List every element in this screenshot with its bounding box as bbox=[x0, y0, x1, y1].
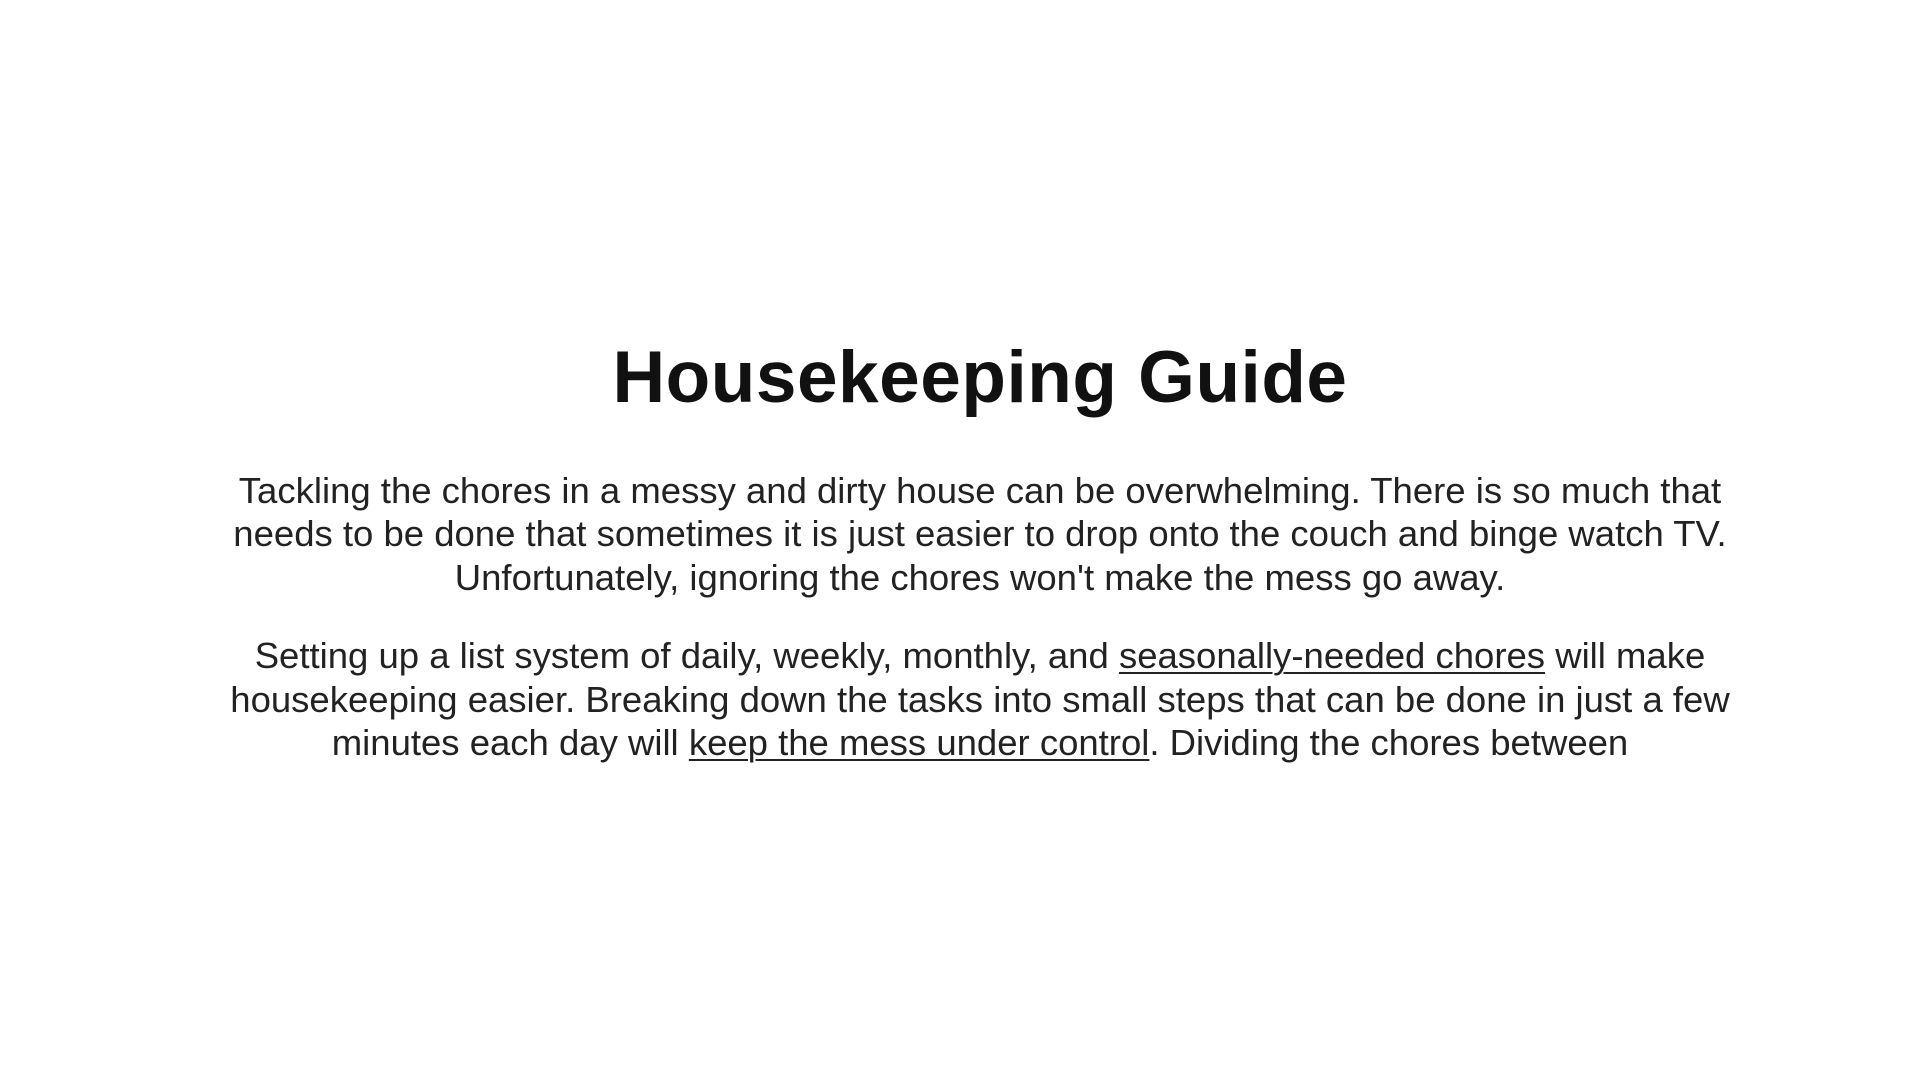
page-title: Housekeeping Guide bbox=[612, 337, 1348, 418]
paragraph-text: . Dividing the chores between bbox=[1149, 722, 1629, 764]
keep-mess-under-control-link[interactable]: keep the mess under control bbox=[688, 722, 1150, 764]
article bbox=[200, 337, 1760, 800]
intro-paragraph: Tackling the chores in a messy and dirty house can be overwhelming. There is so much that needs to be done that sometimes it is just easier to drop onto the couch and binge watch TV. Unfortunately, ignoring the chores won't make the mess go away. bbox=[233, 469, 1727, 598]
chore-list-paragraph bbox=[200, 634, 1760, 765]
paragraph-text: Setting up a list system of daily, weekly, monthly, and bbox=[254, 635, 1119, 677]
seasonally-needed-chores-link[interactable]: seasonally-needed chores bbox=[1118, 635, 1546, 677]
paragraph-text: will make housekeeping easier. Breaking down the tasks into small steps that can be done in just a few minutes each day will bbox=[230, 635, 1730, 764]
